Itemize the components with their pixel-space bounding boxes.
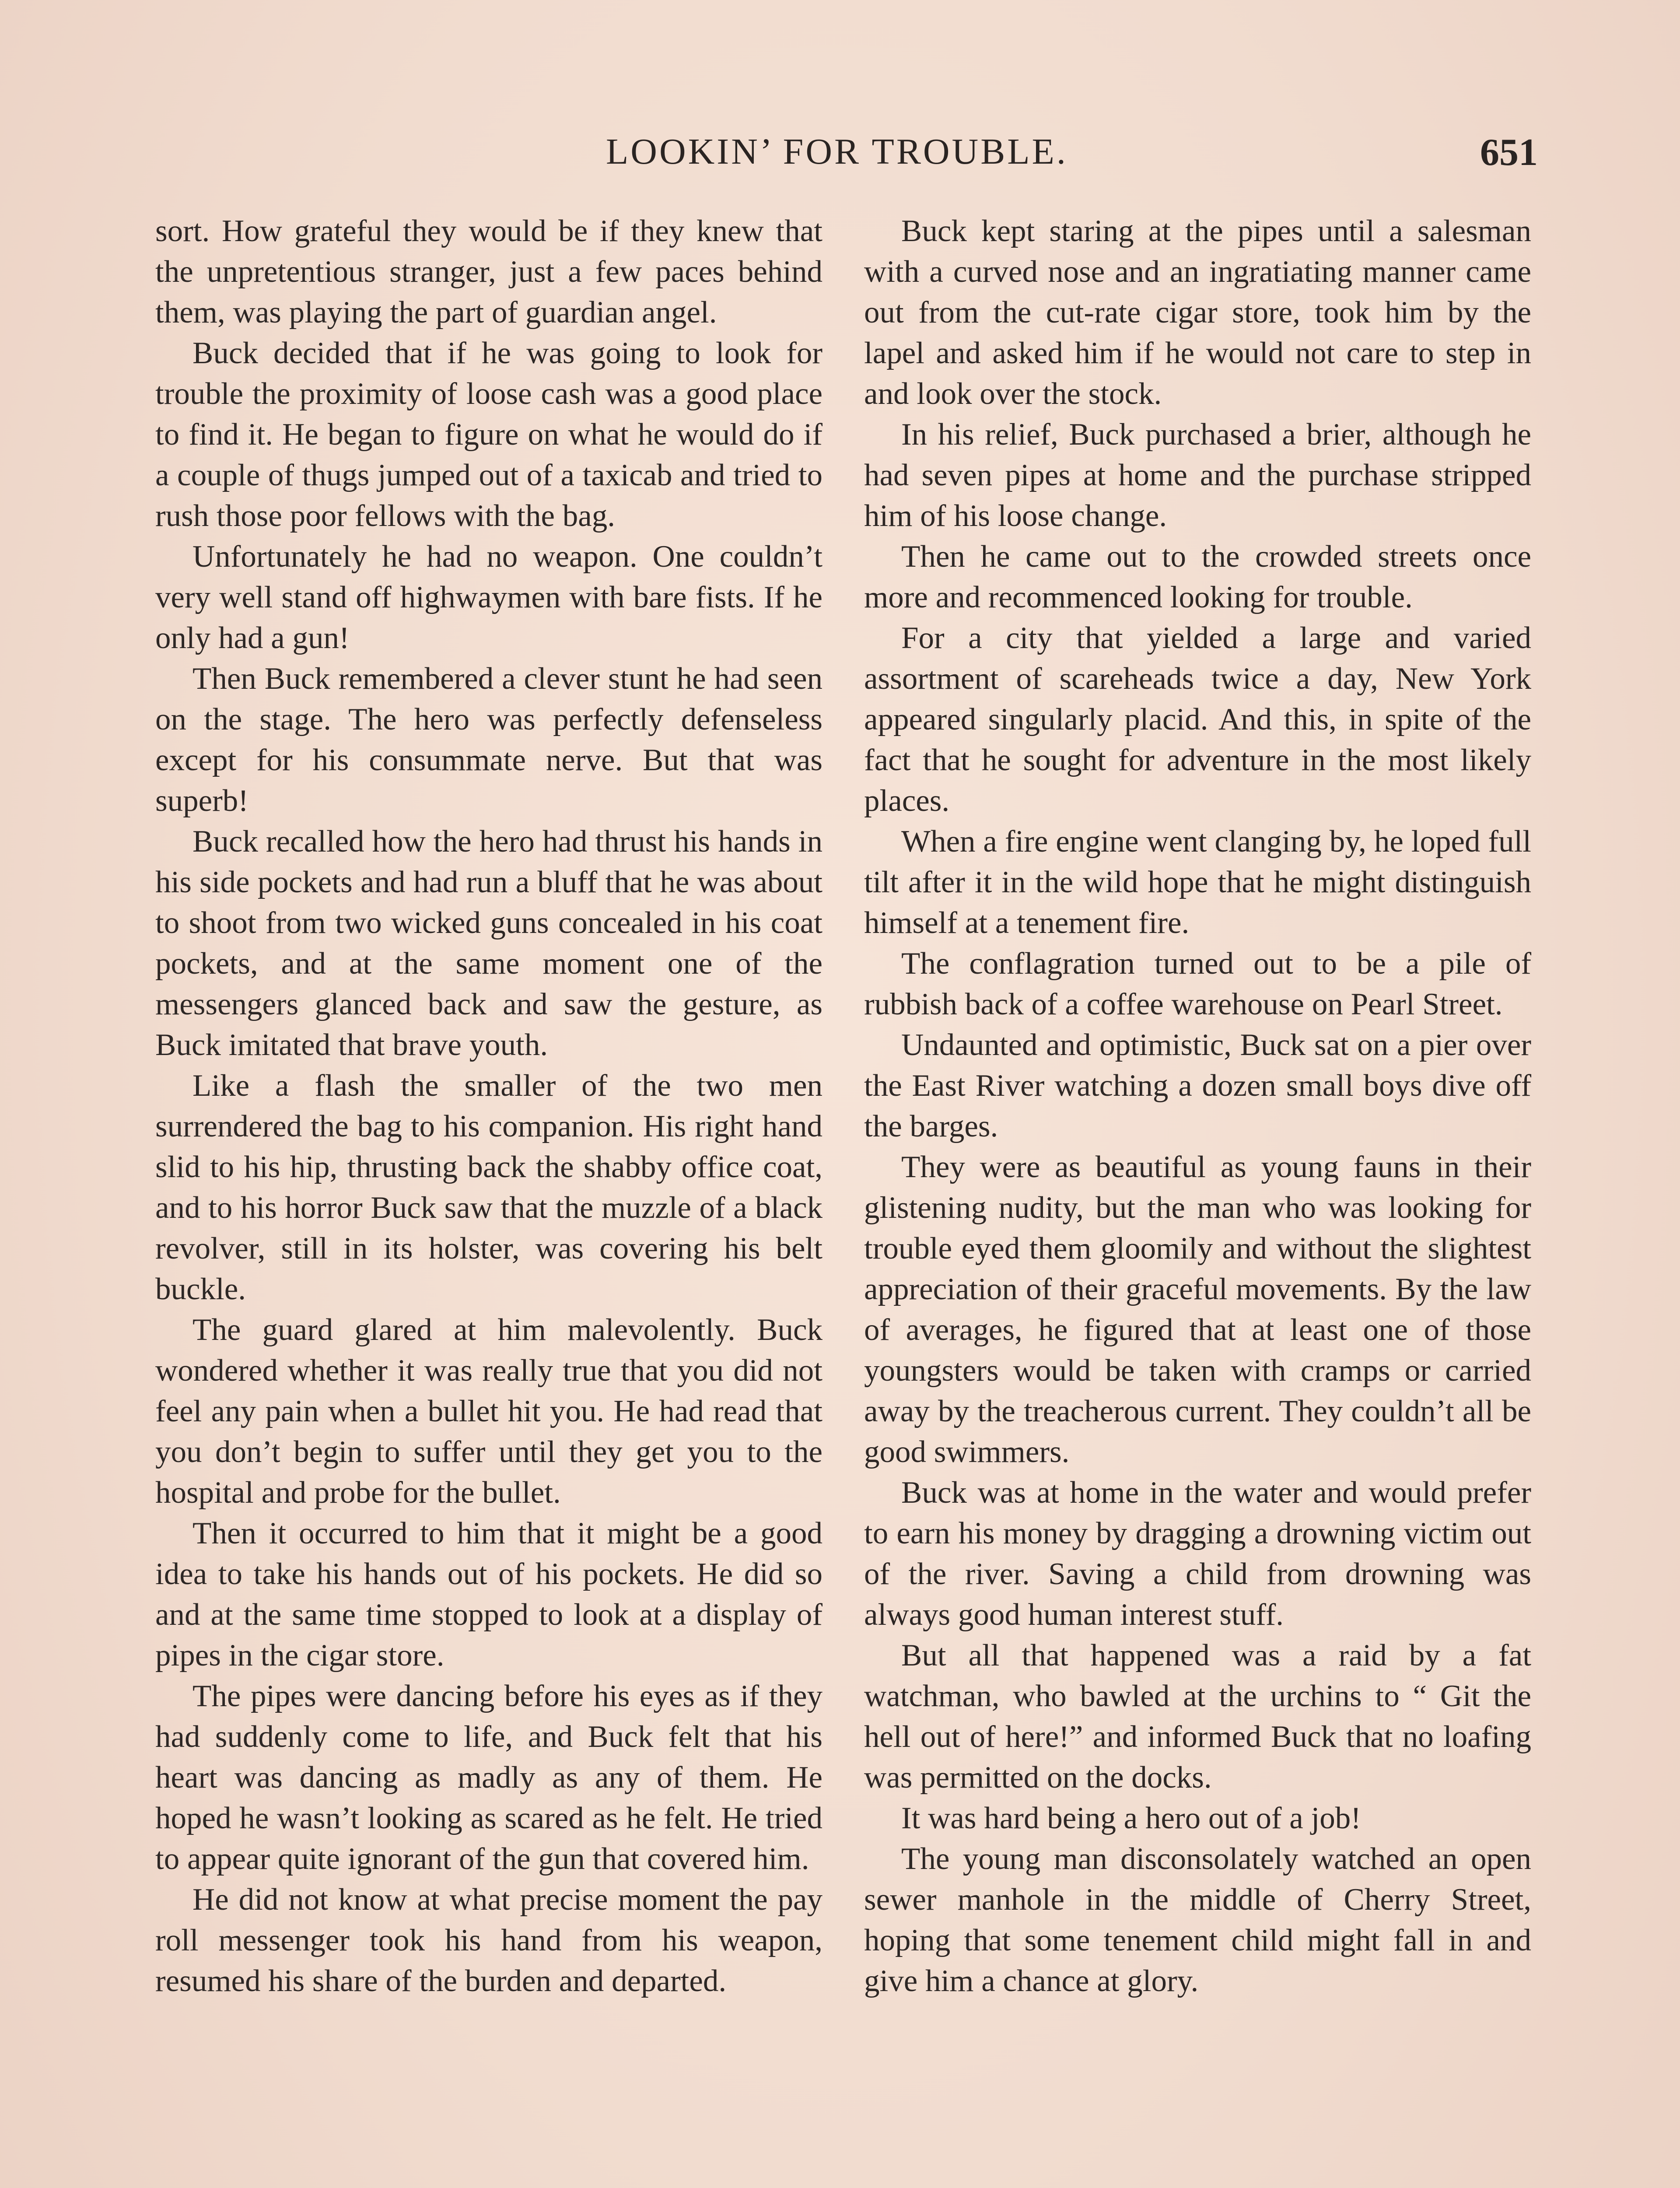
paragraph: In his relief, Buck purchased a brier, although he had seven pipes at home and the purchase stripped him of his loose change. — [864, 417, 1531, 533]
paragraph: Undaunted and optimistic, Buck sat on a pier over the East River watching a dozen small boys dive off the barges. — [864, 1028, 1531, 1143]
paragraph: The young man disconsolately watched an open sewer manhole in the middle of Cherry Street, hoping that some tenement child might fall in and give him a chance at glory. — [864, 1842, 1531, 1998]
paragraph: He did not know at what precise moment the pay roll messenger took his hand from his weapon, resumed his share of the burden and departed. — [155, 1883, 822, 1998]
paragraph: But all that happened was a raid by a fat watchman, who bawled at the urchins to “ Git the hell out of here!” and informed Buck that no loafing was permitted on the docks. — [864, 1638, 1531, 1795]
paragraph: Like a flash the smaller of the two men surrendered the bag to his companion. His right hand slid to his hip, thrusting back the shabby office coat, and to his horror Buck saw that the muzzle of a black revolver, still in its holster, was covering his belt buckle. — [155, 1069, 822, 1306]
paragraph: For a city that yielded a large and varied assortment of scareheads twice a day, New York appeared singularly placid. And this, in spite of the fact that he sought for adventure in the most likely places. — [864, 621, 1531, 818]
paragraph: When a fire engine went clanging by, he loped full tilt after it in the wild hope that he might distinguish himself at a tenement fire. — [864, 824, 1531, 940]
paragraph: Then it occurred to him that it might be a good idea to take his hands out of his pockets. He did so and at the same time stopped to look at a display of pipes in the cigar store. — [155, 1516, 822, 1673]
right-column — [864, 211, 1531, 2002]
paragraph: Unfortunately he had no weapon. One couldn’t very well stand off highwaymen with bare fists. If he only had a gun! — [155, 540, 822, 655]
paragraph: Then he came out to the crowded streets once more and recommenced looking for trouble. — [864, 540, 1531, 614]
paragraph: They were as beautiful as young fauns in their glistening nudity, but the man who was looking for trouble eyed them gloomily and without the slightest appreciation of their graceful movements. By the law of averages, he figured that at least one of those youngsters would be taken with cramps or carried away by the treacherous current. They couldn’t all be good swimmers. — [864, 1150, 1531, 1469]
paragraph: Buck kept staring at the pipes until a salesman with a curved nose and an ingratiating manner came out from the cut-rate cigar store, took him by the lapel and asked him if he would not care to step in and look over the stock. — [864, 214, 1531, 411]
paragraph: Then Buck remembered a clever stunt he had seen on the stage. The hero was perfectly defenseless except for his consummate nerve. But that was superb! — [155, 662, 822, 818]
paragraph: It was hard being a hero out of a job! — [901, 1801, 1361, 1835]
running-title: LOOKIN’ FOR TROUBLE. — [606, 131, 1068, 172]
paragraph: Buck was at home in the water and would prefer to earn his money by dragging a drowning victim out of the river. Saving a child from drowning was always good human interest stuff. — [864, 1476, 1531, 1632]
paragraph: The guard glared at him malevolently. Buck wondered whether it was really true that you did not feel any pain when a bullet hit you. He had read that you don’t begin to suffer until they get you to the hospital and probe for the bullet. — [155, 1313, 822, 1510]
left-column — [155, 211, 822, 2002]
paragraph: The conflagration turned out to be a pile of rubbish back of a coffee warehouse on Pearl Street. — [864, 947, 1531, 1021]
paragraph: sort. How grateful they would be if they knew that the unpretentious stranger, just a few paces behind them, was playing the part of guardian angel. — [155, 214, 822, 330]
paragraph: Buck decided that if he was going to look for trouble the proximity of loose cash was a good place to find it. He began to figure on what he would do if a couple of thugs jumped out of a taxicab and tried to rush those poor fellows with the bag. — [155, 336, 822, 533]
paragraph: The pipes were dancing before his eyes as if they had suddenly come to life, and Buck felt that his heart was dancing as madly as any of them. He hoped he wasn’t looking as scared as he felt. He tried to appear quite ignorant of the gun that covered him. — [155, 1679, 822, 1876]
page-number: 651 — [1480, 131, 1538, 174]
running-head — [155, 130, 1538, 183]
paragraph: Buck recalled how the hero had thrust his hands in his side pockets and had run a bluff that he was about to shoot from two wicked guns concealed in his coat pockets, and at the same moment one of the messengers glanced back and saw the gesture, as Buck imitated that brave youth. — [155, 824, 822, 1062]
